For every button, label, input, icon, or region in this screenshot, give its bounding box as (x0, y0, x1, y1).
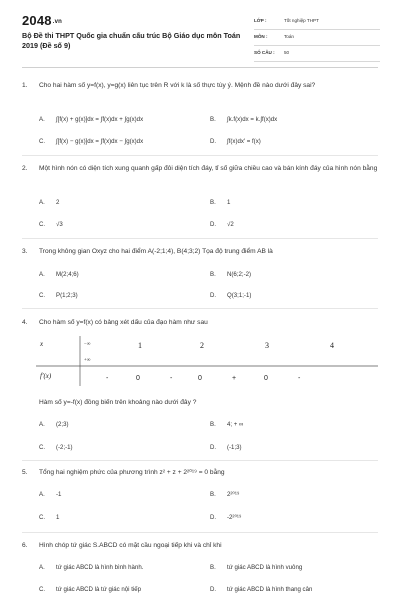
option-b[interactable] (210, 199, 230, 206)
sign-table-sign: 0 (198, 375, 202, 382)
meta-row-class (254, 14, 380, 30)
option-b[interactable] (210, 116, 277, 123)
meta-key: LỚP : (254, 18, 267, 23)
question-divider (22, 155, 378, 156)
option-d[interactable] (210, 138, 261, 145)
option-label: B. (210, 564, 216, 571)
option-b[interactable] (210, 491, 240, 498)
sign-table-sign: - (170, 375, 173, 382)
question-text: Hình chóp tứ giác S.ABCD có mặt cầu ngoại tiếp khi và chỉ khi (39, 542, 222, 549)
option-d[interactable] (210, 292, 251, 299)
question-number: 1. (22, 82, 28, 89)
sign-table-row1-label: x (40, 340, 44, 348)
option-label: D. (210, 586, 217, 593)
option-text: (-2;-1) (56, 444, 73, 451)
option-text: 1 (227, 199, 231, 206)
page-title: Bộ Đề thi THPT Quốc gia chuẩn cấu trúc Bộ Giáo dục môn Toán 2019 (Đề số 9) (22, 31, 241, 50)
option-label: B. (210, 199, 216, 206)
option-text: tứ giác ABCD là hình bình hành. (56, 564, 144, 571)
option-label: D. (210, 138, 217, 145)
meta-value: Toán (284, 34, 294, 39)
question-text: Một hình nón có diện tích xung quanh gấp đôi diện tích đáy, tỉ số giữa chiều cao và bán kính đáy của hình nón bằng (39, 165, 378, 172)
option-text: P(1;2;3) (56, 292, 78, 299)
question-text: Tổng hai nghiệm phức của phương trình z² + z + 2²⁰¹⁹ = 0 bằng (39, 469, 225, 476)
option-label: B. (210, 421, 216, 428)
option-text: -2²⁰¹⁹ (227, 514, 242, 521)
option-label: B. (210, 271, 216, 278)
option-label: C. (39, 586, 46, 593)
option-a[interactable] (39, 421, 69, 428)
sign-table-x-value: 2 (200, 341, 204, 350)
sign-table-sign: - (106, 375, 109, 382)
option-text: Q(3;1;-1) (227, 292, 252, 299)
option-c[interactable] (39, 444, 73, 451)
option-label: C. (39, 138, 46, 145)
option-text: N(6;2;-2) (227, 271, 252, 278)
question-subtext: Hàm số y=-f(x) đồng biến trên khoảng nào dưới đây ? (39, 399, 197, 406)
site-logo[interactable]: 2048.vn (22, 13, 63, 28)
question-number: 6. (22, 542, 28, 549)
option-d[interactable] (210, 586, 312, 593)
option-a[interactable] (39, 116, 143, 123)
meta-value: 50 (284, 50, 290, 55)
option-c[interactable] (39, 138, 143, 145)
option-text: M(2;4;6) (56, 271, 79, 278)
option-label: A. (39, 116, 45, 123)
meta-value: Tốt nghiệp THPT (284, 18, 319, 23)
option-label: A. (39, 271, 45, 278)
option-label: B. (210, 116, 216, 123)
meta-row-subject (254, 30, 380, 46)
question-number: 4. (22, 319, 28, 326)
option-c[interactable] (39, 221, 63, 228)
question-divider (22, 460, 378, 461)
sign-table-x-value: 4 (330, 341, 334, 350)
option-text: (2;3) (56, 421, 69, 428)
option-d[interactable] (210, 221, 234, 228)
option-text: 2 (56, 199, 60, 206)
option-d[interactable] (210, 444, 242, 451)
option-label: D. (210, 514, 217, 521)
option-label: B. (210, 491, 216, 498)
option-text: -1 (56, 491, 62, 498)
option-label: A. (39, 491, 45, 498)
option-label: A. (39, 564, 45, 571)
option-label: D. (210, 444, 217, 451)
option-label: C. (39, 221, 46, 228)
option-label: A. (39, 421, 45, 428)
option-label: D. (210, 221, 217, 228)
option-text: tứ giác ABCD là tứ giác nội tiếp (56, 586, 142, 593)
option-text: ∫k.f(x)dx = k.∫f(x)dx (227, 116, 278, 123)
question-text: Cho hàm số y=f(x) có bảng xét dấu của đạo hàm như sau (39, 319, 208, 326)
sign-table-sign: - (298, 375, 301, 382)
option-text: √3 (56, 221, 63, 228)
option-label: C. (39, 444, 46, 451)
exam-meta (254, 14, 380, 62)
meta-row-count (254, 46, 380, 62)
sign-table-sign: 0 (264, 375, 268, 382)
meta-key: MÔN : (254, 34, 268, 39)
sign-table (36, 336, 378, 386)
option-a[interactable] (39, 271, 79, 278)
sign-table-sign: 0 (136, 375, 140, 382)
option-label: D. (210, 292, 217, 299)
option-a[interactable] (39, 491, 61, 498)
sign-table-pos-inf: +∞ (84, 358, 91, 363)
option-text: tứ giác ABCD là hình thang cân (227, 586, 313, 593)
sign-table-x-value: 1 (138, 341, 142, 350)
header-divider (22, 67, 378, 68)
sign-table-sign: + (232, 375, 237, 382)
option-text: √2 (227, 221, 234, 228)
sign-table-x-value: 3 (265, 341, 269, 350)
option-text: (-1;3) (227, 444, 242, 451)
option-text: ∫[f(x) − g(x)]dx = ∫f(x)dx − ∫g(x)dx (56, 138, 144, 145)
question-number: 3. (22, 248, 28, 255)
option-c[interactable] (39, 514, 59, 521)
option-text: 4; + ∞ (227, 421, 244, 428)
option-b[interactable] (210, 421, 243, 428)
question-divider (22, 238, 378, 239)
question-number: 2. (22, 165, 28, 172)
meta-key: SỐ CÂU : (254, 50, 275, 55)
option-c[interactable] (39, 586, 141, 593)
option-label: C. (39, 292, 46, 299)
option-a[interactable] (39, 564, 143, 571)
option-b[interactable] (210, 271, 251, 278)
question-text: Cho hai hàm số y=f(x), y=g(x) liên tục trên R với k là số thực tùy ý. Mệnh đề nào dưới đây sai? (39, 82, 316, 89)
option-b[interactable] (210, 564, 302, 571)
question-divider (22, 532, 378, 533)
option-text: ∫[f(x) + g(x)]dx = ∫f(x)dx + ∫g(x)dx (56, 116, 144, 123)
option-text: tứ giác ABCD là hình vuông (227, 564, 303, 571)
option-d[interactable] (210, 514, 242, 521)
question-number: 5. (22, 469, 28, 476)
question-text: Trong không gian Oxyz cho hai điểm A(-2;1;4), B(4;3;2) Tọa độ trung điểm AB là (39, 248, 273, 255)
option-c[interactable] (39, 292, 78, 299)
option-a[interactable] (39, 199, 59, 206)
question-divider (22, 308, 378, 309)
sign-table-row2-label: f′(x) (40, 372, 52, 380)
option-text: 1 (56, 514, 60, 521)
option-label: A. (39, 199, 45, 206)
option-text: 2²⁰¹⁹ (227, 491, 240, 498)
sign-table-neg-inf: −∞ (84, 342, 91, 347)
option-text: ∫f(x)dx′ = f(x) (227, 138, 261, 145)
option-label: C. (39, 514, 46, 521)
